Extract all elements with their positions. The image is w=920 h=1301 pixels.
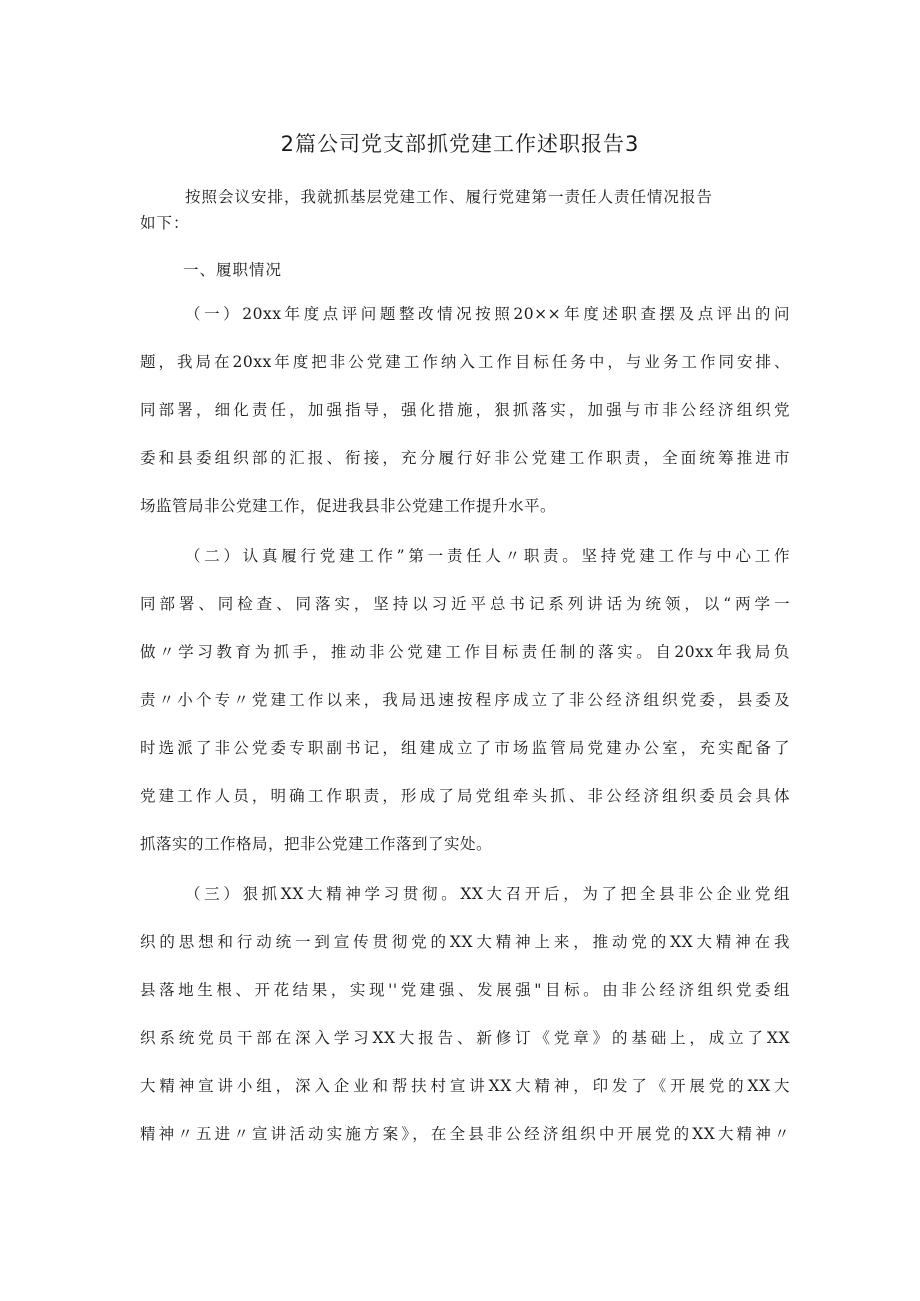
paragraph-line: 织的思想和行动统一到宣传贯彻党的XX大精神上来，推动党的XX大精神在我 (140, 933, 790, 951)
paragraph-rectification (140, 290, 790, 530)
intro-paragraph (140, 184, 790, 236)
paragraph-line: 时选派了非公党委专职副书记，组建成立了市场监管局党建办公室，充实配备了 (140, 739, 790, 757)
paragraph-line: （一）20xx年度点评问题整改情况按照20××年度述职查摆及点评出的问 (185, 305, 790, 323)
section-heading: 一、履职情况 (183, 261, 283, 279)
paragraph-line: 委和县委组织部的汇报、衔接，充分履行好非公党建工作职责，全面统筹推进市 (140, 449, 790, 467)
intro-line: 如下： (140, 214, 190, 232)
paragraph-line: 做〃学习教育为抓手，推动非公党建工作目标责任制的落实。自20xx年我局负 (140, 643, 790, 661)
paragraph-line: 精神〃五进〃宣讲活动实施方案》，在全县非公经济组织中开展党的XX大精神〃 (140, 1125, 790, 1143)
paragraph-line: 同部署，细化责任，加强指导，强化措施，狠抓落实，加强与市非公经济组织党 (140, 401, 790, 419)
paragraph-line: （二）认真履行党建工作”第一责任人〃职责。坚持党建工作与中心工作 (185, 547, 790, 565)
document-title: 2篇公司党支部抓党建工作述职报告3 (280, 132, 640, 156)
paragraph-line: 责〃小个专〃党建工作以来，我局迅速按程序成立了非公经济组织党委，县委及 (140, 691, 790, 709)
intro-line: 按照会议安排，我就抓基层党建工作、履行党建第一责任人责任情况报告 (185, 188, 714, 206)
paragraph-line: 织系统党员干部在深入学习XX大报告、新修订《党章》的基础上，成立了XX (140, 1029, 790, 1047)
paragraph-line: 同部署、同检查、同落实，坚持以习近平总书记系列讲话为统领，以“两学一 (140, 595, 790, 613)
paragraph-study (140, 870, 790, 1158)
paragraph-line: 抓落实的工作格局，把非公党建工作落到了实处。 (140, 835, 493, 853)
paragraph-line: 大精神宣讲小组，深入企业和帮扶村宣讲XX大精神，印发了《开展党的XX大 (140, 1077, 790, 1095)
paragraph-line: 场监管局非公党建工作，促进我县非公党建工作提升水平。 (140, 497, 557, 515)
paragraph-line: 党建工作人员，明确工作职责，形成了局党组牵头抓、非公经济组织委员会具体 (140, 787, 790, 805)
paragraph-responsibility (140, 532, 790, 868)
paragraph-line: （三）狠抓XX大精神学习贯彻。XX大召开后，为了把全县非公企业党组 (185, 885, 790, 903)
paragraph-line: 县落地生根、开花结果，实现''党建强、发展强"目标。由非公经济组织党委组 (140, 981, 790, 999)
paragraph-line: 题，我局在20xx年度把非公党建工作纳入工作目标任务中，与业务工作同安排、 (140, 353, 790, 371)
